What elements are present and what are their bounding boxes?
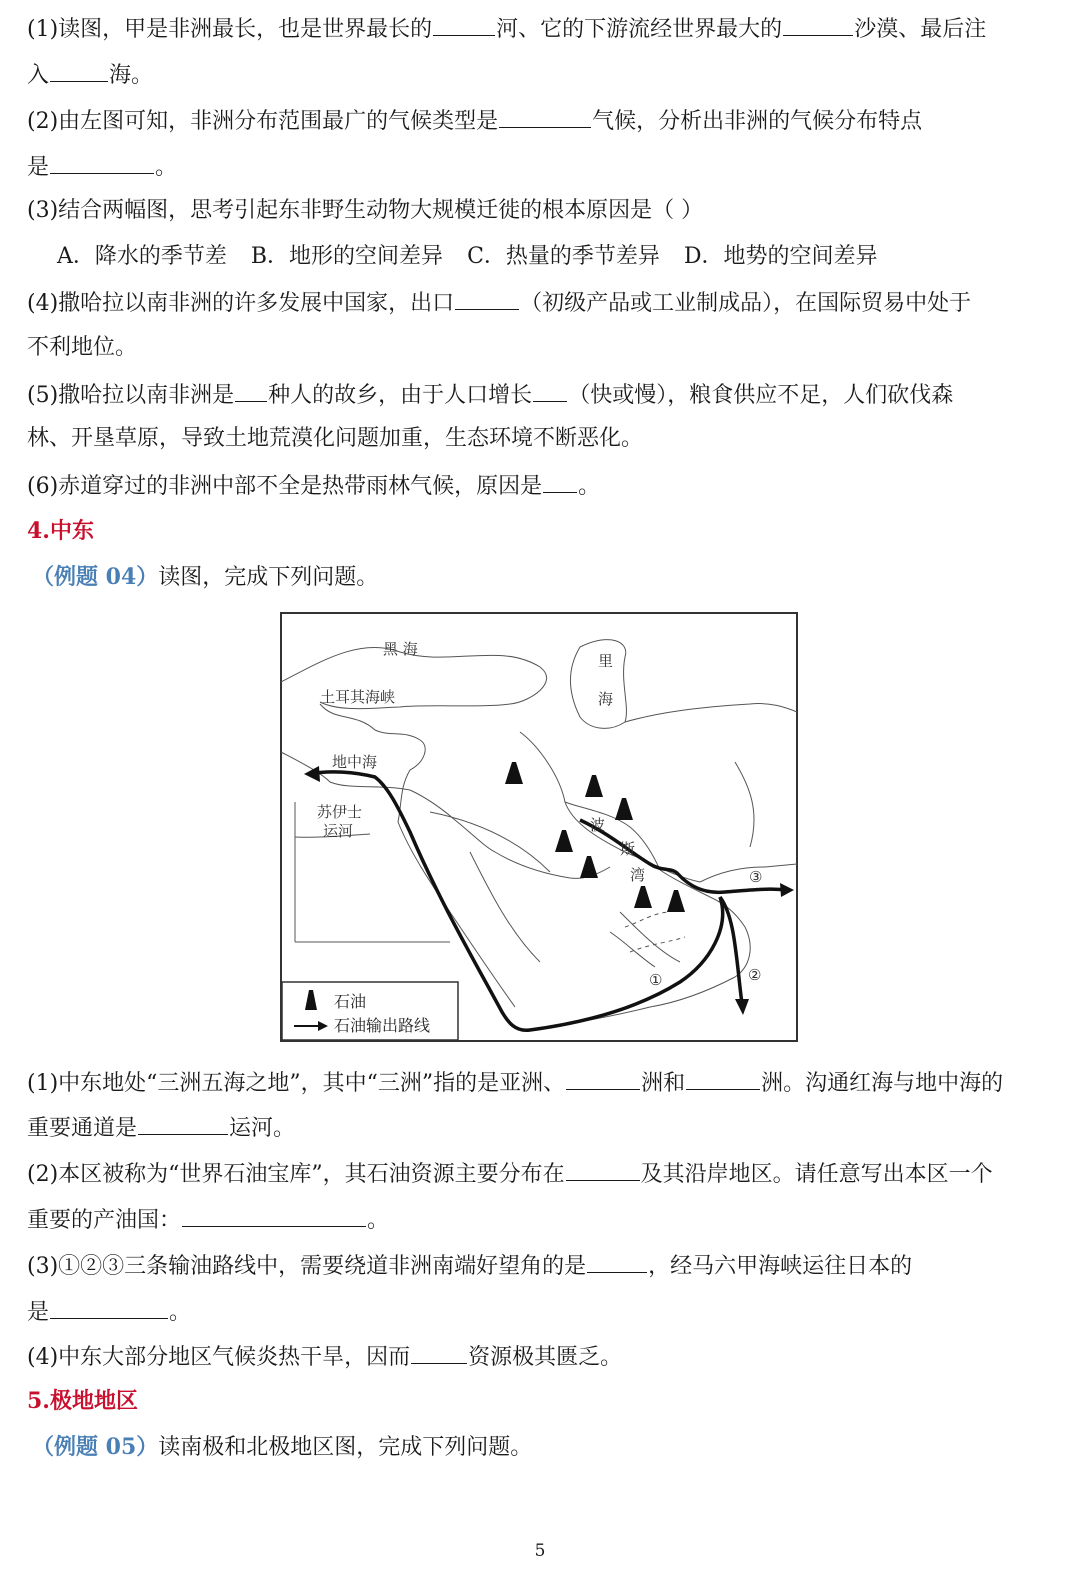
label-suez-2: 运河	[323, 822, 354, 840]
text: 洲。沟通红海与地中海的	[761, 1071, 1004, 1096]
text: 。	[155, 155, 178, 180]
answer-blank[interactable]	[50, 59, 108, 82]
text: 河、它的下游流经世界最大的	[496, 17, 783, 42]
label-caspian-1: 里	[598, 652, 614, 670]
example-tag: （例题 04）	[32, 564, 159, 590]
answer-blank[interactable]	[455, 287, 519, 310]
text: (4)撒哈拉以南非洲的许多发展中国家，出口	[27, 291, 455, 316]
label-gulf-2: 斯	[620, 840, 636, 858]
text: (4)中东大部分地区气候炎热干旱，因而	[27, 1345, 411, 1370]
option-c[interactable]: C．热量的季节差异	[467, 244, 660, 269]
text: 是	[27, 1300, 50, 1325]
label-caspian-2: 海	[598, 690, 614, 708]
option-a[interactable]: A．降水的季节差	[57, 244, 227, 269]
answer-blank[interactable]	[566, 1158, 640, 1181]
answer-blank[interactable]	[587, 1250, 647, 1273]
example-05	[32, 1432, 532, 1463]
text: 运河。	[229, 1116, 296, 1141]
text: 沙漠、最后注	[854, 17, 987, 42]
answer-blank[interactable]	[566, 1067, 640, 1090]
text: 种人的故乡，由于人口增长	[268, 383, 533, 408]
africa-q1-line2	[27, 59, 1050, 91]
answer-blank[interactable]	[411, 1341, 467, 1364]
answer-blank[interactable]	[686, 1067, 760, 1090]
me-q2-line2	[27, 1204, 1050, 1236]
text: （初级产品或工业制成品），在国际贸易中处于	[520, 291, 972, 316]
text: 。	[169, 1300, 192, 1325]
text: 资源极其匮乏。	[468, 1345, 623, 1370]
text: 入	[27, 63, 50, 88]
example-04	[32, 562, 378, 593]
section-heading-middle-east: 4.中东	[27, 518, 94, 544]
answer-blank[interactable]	[433, 13, 495, 36]
label-route-2: ②	[748, 966, 762, 984]
africa-q3-stem: (3)结合两幅图，思考引起东非野生动物大规模迁徙的根本原因是（ ）	[27, 198, 704, 223]
answer-blank[interactable]	[50, 1296, 168, 1319]
text: (2)本区被称为“世界石油宝库”，其石油资源主要分布在	[27, 1162, 565, 1187]
answer-blank[interactable]	[533, 379, 567, 402]
label-suez-1: 苏伊士	[317, 803, 363, 821]
text: 重要的产油国：	[27, 1208, 182, 1233]
africa-q3-options	[57, 242, 1050, 272]
text: 气候，分析出非洲的气候分布特点	[592, 109, 923, 134]
africa-q5-line2: 林、开垦草原，导致土地荒漠化问题加重，生态环境不断恶化。	[27, 426, 644, 451]
label-mediterranean: 地中海	[332, 753, 378, 771]
me-q2-line1	[27, 1158, 1050, 1190]
text: (1)中东地处“三洲五海之地”，其中“三洲”指的是亚洲、	[27, 1071, 566, 1096]
answer-blank[interactable]	[783, 13, 853, 36]
section-heading-polar: 5.极地地区	[27, 1388, 138, 1414]
page-number: 5	[534, 1541, 546, 1561]
answer-blank[interactable]	[138, 1112, 228, 1135]
middle-east-map	[280, 612, 798, 1042]
example-tag: （例题 05）	[32, 1434, 159, 1460]
label-route-3: ③	[749, 868, 763, 886]
label-route-1: ①	[649, 971, 663, 989]
africa-q4-line2: 不利地位。	[27, 335, 138, 360]
legend-route-label: 石油输出路线	[334, 1016, 431, 1035]
text: （快或慢），粮食供应不足，人们砍伐森	[568, 383, 954, 408]
text: ，经马六甲海峡运往日本的	[648, 1254, 913, 1279]
text: 是	[27, 155, 50, 180]
map-legend	[282, 982, 458, 1040]
africa-q2-line1	[27, 105, 1050, 137]
answer-blank[interactable]	[235, 379, 267, 402]
me-q1-line2	[27, 1112, 1050, 1144]
option-d[interactable]: D．地势的空间差异	[683, 244, 878, 269]
text: 。	[367, 1208, 390, 1233]
me-q1-line1	[27, 1067, 1050, 1099]
legend-oil-label: 石油	[334, 992, 367, 1011]
text: 洲和	[641, 1071, 686, 1096]
me-q3-line2	[27, 1296, 1050, 1328]
africa-q1-line1	[27, 13, 1050, 45]
label-gulf-1: 波	[590, 816, 606, 834]
text: 及其沿岸地区。请任意写出本区一个	[640, 1162, 993, 1187]
me-q3-line1	[27, 1250, 1050, 1282]
text: (5)撒哈拉以南非洲是	[27, 383, 235, 408]
answer-blank[interactable]	[50, 151, 154, 174]
answer-blank[interactable]	[182, 1204, 366, 1227]
me-q4-line	[27, 1341, 1050, 1373]
map-frame	[281, 613, 797, 1041]
text: 重要通道是	[27, 1116, 138, 1141]
label-black-sea: 黑 海	[383, 640, 418, 658]
example-text: 读南极和北极地区图，完成下列问题。	[158, 1435, 533, 1460]
africa-q5-line1	[27, 379, 1050, 411]
answer-blank[interactable]	[543, 470, 577, 493]
africa-q6-line	[27, 470, 1050, 502]
text: 海。	[109, 63, 154, 88]
africa-q2-line2	[27, 151, 1050, 183]
text: 。	[578, 474, 601, 499]
label-gulf-3: 湾	[630, 866, 646, 884]
text: (2)由左图可知，非洲分布范围最广的气候类型是	[27, 109, 499, 134]
text: (1)读图，甲是非洲最长，也是世界最长的	[27, 17, 433, 42]
africa-q4-line1	[27, 287, 1050, 319]
option-b[interactable]: B．地形的空间差异	[250, 244, 444, 269]
text: (3)①②③三条输油路线中，需要绕道非洲南端好望角的是	[27, 1254, 587, 1279]
answer-blank[interactable]	[499, 105, 591, 128]
example-text: 读图，完成下列问题。	[158, 565, 379, 590]
label-turkish-strait: 土耳其海峡	[320, 688, 396, 706]
text: (6)赤道穿过的非洲中部不全是热带雨林气候，原因是	[27, 474, 543, 499]
